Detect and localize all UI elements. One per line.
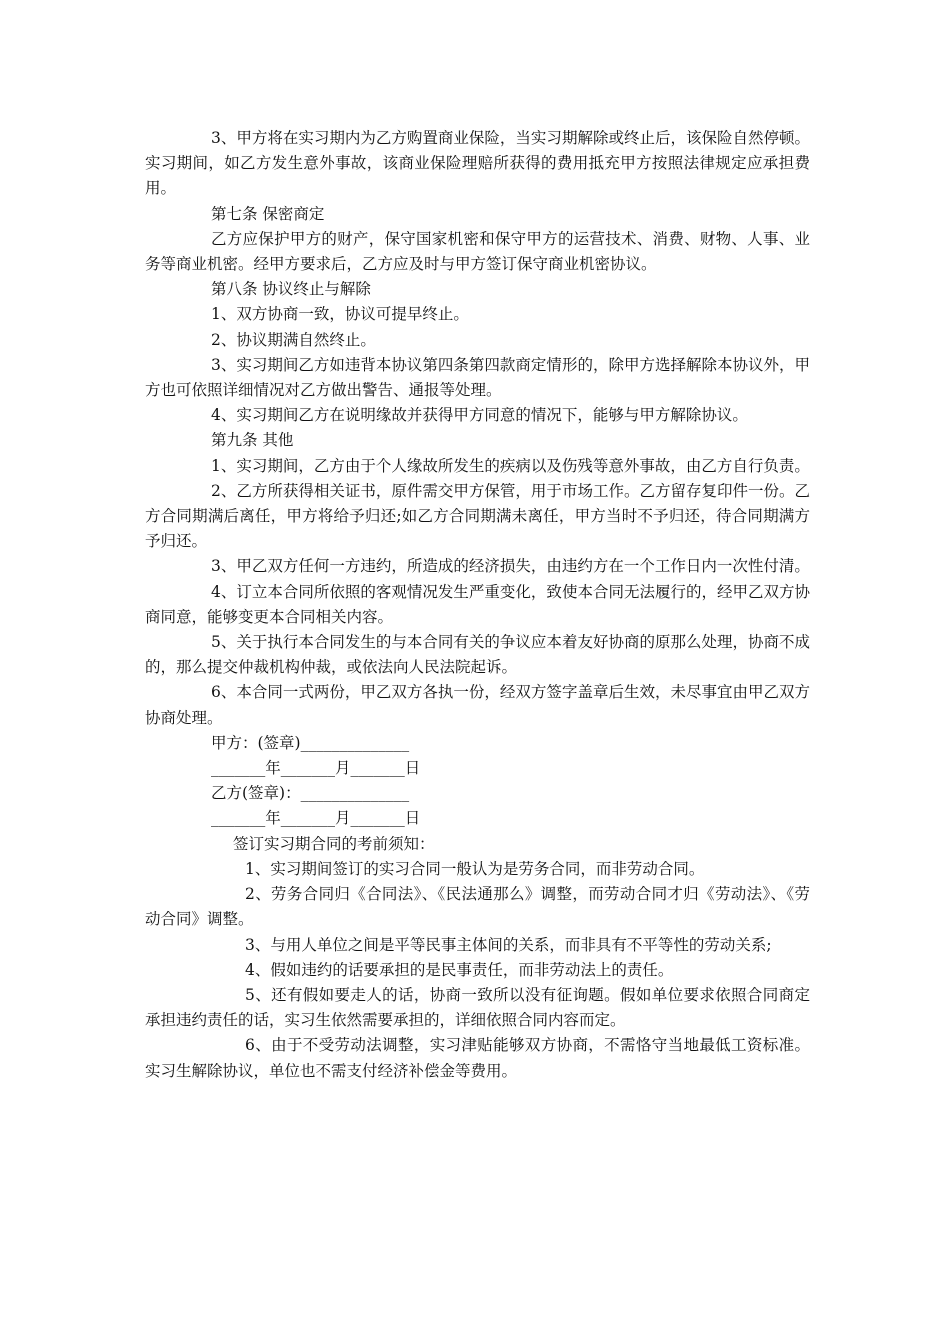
article-9-heading: 第九条 其他: [211, 431, 294, 450]
article-8-item-2: 2、协议期满自然终止。: [211, 330, 376, 349]
article-9-item-1: 1、实习期间，乙方由于个人缘故所发生的疾病以及伤残等意外事故，由乙方自行负责。: [211, 456, 810, 475]
article-7-body: 乙方应保护甲方的财产，保守国家机密和保守甲方的运营技术、消费、财物、人事、业务等商业机密。经甲方要求后，乙方应及时与甲方签订保守商业机密协议。: [145, 229, 810, 274]
party-a-signature-line: 甲方：(签章)______________: [211, 733, 410, 752]
article-8-heading: 第八条 协议终止与解除: [211, 280, 371, 299]
note-item-5: 5、还有假如要走人的话，协商一致所以没有征询题。假如单位要求依照合同商定承担违约责任的话，实习生依然需要承担的，详细依照合同内容而定。: [145, 985, 810, 1030]
note-item-4: 4、假如违约的话要承担的是民事责任，而非劳动法上的责任。: [245, 960, 674, 979]
note-item-3: 3、与用人单位之间是平等民事主体间的关系，而非具有不平等性的劳动关系;: [245, 935, 772, 954]
party-b-signature-line: 乙方(签章)：______________: [211, 784, 410, 803]
notes-title: 签订实习期合同的考前须知：: [233, 834, 435, 853]
clause-6-item-3: 3、甲方将在实习期内为乙方购置商业保险，当实习期解除或终止后，该保险自然停顿。实习期间，如乙方发生意外事故，该商业保险理赔所获得的费用抵充甲方按照法律规定应承担费用。: [145, 129, 810, 198]
party-b-date-line: _______年_______月_______日: [211, 809, 421, 828]
article-9-item-5: 5、关于执行本合同发生的与本合同有关的争议应本着友好协商的原那么处理，协商不成的，那么提交仲裁机构仲裁，或依法向人民法院起诉。: [145, 633, 810, 677]
document-body: [145, 126, 810, 1084]
article-9-item-2: 2、乙方所获得相关证书，原件需交甲方保管，用于市场工作。乙方留存复印件一份。乙方合同期满后离任，甲方将给予归还;如乙方合同期满未离任，甲方当时不予归还，待合同期满方予归还。: [145, 481, 810, 551]
note-item-6: 6、由于不受劳动法调整，实习津贴能够双方协商，不需恪守当地最低工资标准。实习生解除协议，单位也不需支付经济补偿金等费用。: [145, 1036, 810, 1080]
article-9-item-3: 3、甲乙双方任何一方违约，所造成的经济损失，由违约方在一个工作日内一次性付清。: [211, 557, 810, 576]
party-a-date-line: _______年_______月_______日: [211, 759, 421, 778]
note-item-2: 2、劳务合同归《合同法》、《民法通那么》调整，而劳动合同才归《劳动法》、《劳动合同》调整。: [145, 885, 810, 929]
article-7-heading: 第七条 保密商定: [211, 204, 325, 223]
article-9-item-6: 6、本合同一式两份，甲乙双方各执一份，经双方签字盖章后生效，未尽事宜由甲乙双方协商处理。: [145, 683, 810, 727]
article-8-item-3: 3、实习期间乙方如违背本协议第四条第四款商定情形的，除甲方选择解除本协议外，甲方也可依照详细情况对乙方做出警告、通报等处理。: [145, 355, 810, 400]
article-8-item-4: 4、实习期间乙方在说明缘故并获得甲方同意的情况下，能够与甲方解除协议。: [211, 406, 748, 425]
article-9-item-4: 4、订立本合同所依照的客观情况发生严重变化，致使本合同无法履行的，经甲乙双方协商同意，能够变更本合同相关内容。: [145, 582, 810, 626]
article-8-item-1: 1、双方协商一致，协议可提早终止。: [211, 305, 469, 324]
note-item-1: 1、实习期间签订的实习合同一般认为是劳务合同，而非劳动合同。: [245, 859, 705, 878]
